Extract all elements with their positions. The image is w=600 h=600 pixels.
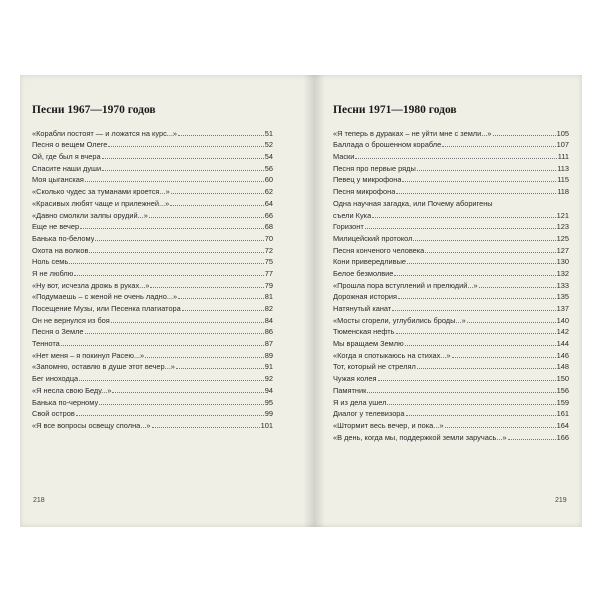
book-gutter xyxy=(303,75,325,527)
toc-entry xyxy=(32,383,273,395)
toc-entry-page: 115 xyxy=(557,175,569,185)
toc-entry-title: Песня о вещем Олеге xyxy=(32,141,108,150)
toc-entry xyxy=(333,208,569,220)
toc-entry xyxy=(32,208,273,220)
toc-leader-dots xyxy=(108,146,263,147)
toc-leader-dots xyxy=(405,345,556,346)
toc-entry-title: «Когда я спотыкаюсь на стихах...» xyxy=(333,351,451,360)
toc-entry xyxy=(333,161,569,173)
toc-entry xyxy=(333,348,569,360)
toc-leader-dots xyxy=(85,181,264,182)
toc-entry xyxy=(333,383,569,395)
toc-entry xyxy=(32,336,273,348)
left-page-number: 218 xyxy=(33,497,45,504)
toc-entry xyxy=(333,266,569,278)
toc-entry xyxy=(32,301,273,313)
toc-entry xyxy=(32,418,273,430)
toc-entry-page: 127 xyxy=(556,245,569,255)
toc-entry-page: 150 xyxy=(556,374,569,384)
toc-entry xyxy=(333,231,569,243)
toc-entry-title: «Красивых любят чаще и прилежней...» xyxy=(32,199,170,208)
toc-entry-page: 105 xyxy=(556,128,569,138)
toc-leader-dots xyxy=(69,263,264,264)
toc-entry xyxy=(333,255,569,267)
toc-leader-dots xyxy=(479,287,556,288)
toc-entry-title: Песня конченого человека xyxy=(333,246,425,255)
toc-entry xyxy=(333,418,569,430)
toc-leader-dots xyxy=(76,415,264,416)
toc-entry-title: «Подумаешь – с женой не очень ладно...» xyxy=(32,293,178,302)
toc-leader-dots xyxy=(355,158,556,159)
toc-entry-page: 56 xyxy=(264,163,273,173)
toc-entry-title: Моя цыганская xyxy=(32,176,84,185)
toc-entry-title: Свой остров xyxy=(32,410,75,419)
toc-entry xyxy=(333,313,569,325)
toc-entry-page: 94 xyxy=(264,385,273,395)
toc-leader-dots xyxy=(112,392,263,393)
toc-entry-title: Песня про первые ряды xyxy=(333,164,416,173)
toc-entry-title: Еще не вечер xyxy=(32,223,80,232)
toc-leader-dots xyxy=(367,392,555,393)
toc-entry xyxy=(333,301,569,313)
toc-entry xyxy=(32,231,273,243)
toc-entry xyxy=(333,290,569,302)
toc-entry-page: 72 xyxy=(264,245,273,255)
toc-entry xyxy=(333,407,569,419)
toc-entry-title: Песня микрофона xyxy=(333,188,396,197)
toc-entry-page: 148 xyxy=(556,362,569,372)
toc-entry xyxy=(333,149,569,161)
toc-leader-dots xyxy=(365,228,556,229)
toc-entry xyxy=(32,149,273,161)
toc-entry-title: Натянутый канат xyxy=(333,305,392,313)
toc-entry-title: Дорожная история xyxy=(333,293,398,302)
left-page-heading: Песни 1967—1970 годов xyxy=(32,104,156,116)
toc-entry-title: Кони привередливые xyxy=(333,258,407,267)
toc-entry-page: 79 xyxy=(264,280,273,290)
toc-leader-dots xyxy=(425,252,555,253)
toc-leader-dots xyxy=(102,158,264,159)
toc-entry-page: 91 xyxy=(264,362,273,372)
toc-entry xyxy=(333,430,569,442)
toc-leader-dots xyxy=(80,228,264,229)
toc-entry-title: Банька по-белому xyxy=(32,234,95,243)
toc-leader-dots xyxy=(392,310,555,311)
toc-entry xyxy=(333,196,569,208)
toc-leader-dots xyxy=(149,217,264,218)
toc-entry-title: Милицейский протокол xyxy=(333,234,413,243)
toc-leader-dots xyxy=(396,333,556,334)
toc-entry xyxy=(333,184,569,196)
toc-entry-page: 125 xyxy=(556,233,569,243)
toc-entry-title: Охота на волков xyxy=(32,246,89,255)
right-page xyxy=(325,75,582,527)
toc-entry xyxy=(32,371,273,383)
toc-entry xyxy=(32,184,273,196)
toc-entry-page: 62 xyxy=(264,187,273,197)
toc-entry xyxy=(32,348,273,360)
toc-entry-title: Баллада о брошенном корабле xyxy=(333,141,442,150)
toc-entry xyxy=(333,325,569,337)
toc-entry-page: 164 xyxy=(556,420,569,430)
toc-entry-page: 70 xyxy=(264,233,273,243)
toc-entry-page: 118 xyxy=(557,187,569,197)
toc-leader-dots xyxy=(99,404,264,405)
toc-entry-page: 92 xyxy=(264,374,273,384)
toc-leader-dots xyxy=(89,252,263,253)
toc-entry-page: 140 xyxy=(556,315,569,325)
toc-leader-dots xyxy=(111,322,264,323)
toc-entry xyxy=(333,278,569,290)
toc-entry-page: 144 xyxy=(556,339,569,349)
toc-entry-title: съели Кука xyxy=(333,211,372,220)
toc-entry-page: 159 xyxy=(556,397,569,407)
toc-entry xyxy=(32,255,273,267)
toc-entry-page: 156 xyxy=(556,385,569,395)
toc-entry-page: 75 xyxy=(264,257,273,267)
toc-entry-title: Банька по-черному xyxy=(32,398,99,407)
toc-entry-page: 64 xyxy=(264,198,273,208)
toc-entry xyxy=(333,360,569,372)
toc-entry-title: Я не люблю xyxy=(32,269,74,278)
toc-leader-dots xyxy=(452,357,556,358)
toc-entry-title: Ноль семь xyxy=(32,258,69,267)
toc-leader-dots xyxy=(145,357,264,358)
toc-entry xyxy=(32,126,273,138)
toc-entry-page: 81 xyxy=(264,292,273,302)
toc-leader-dots xyxy=(372,217,555,218)
toc-leader-dots xyxy=(176,368,264,369)
toc-leader-dots xyxy=(407,263,556,264)
toc-entry-page: 142 xyxy=(556,327,569,337)
toc-entry xyxy=(32,325,273,337)
toc-entry-title: Белое безмолвие xyxy=(333,269,394,278)
toc-entry xyxy=(333,220,569,232)
toc-entry-page: 123 xyxy=(556,222,569,232)
toc-leader-dots xyxy=(417,368,556,369)
toc-entry xyxy=(333,126,569,138)
toc-leader-dots xyxy=(378,380,556,381)
toc-entry xyxy=(333,395,569,407)
toc-entry xyxy=(32,196,273,208)
toc-entry-title: Посещение Музы, или Песенка плагиатора xyxy=(32,305,181,313)
toc-leader-dots xyxy=(171,193,264,194)
toc-entry-page: 130 xyxy=(556,257,569,267)
toc-leader-dots xyxy=(467,322,556,323)
toc-entry-page: 60 xyxy=(264,175,273,185)
toc-leader-dots xyxy=(396,193,556,194)
right-page-heading: Песни 1971—1980 годов xyxy=(333,104,457,116)
toc-entry xyxy=(32,313,273,325)
toc-entry-title: «Сколько чудес за туманами кроется...» xyxy=(32,188,170,197)
toc-leader-dots xyxy=(79,380,264,381)
toc-leader-dots xyxy=(170,205,264,206)
toc-entry-page: 135 xyxy=(556,292,569,302)
toc-entry-title: «Нет меня – я покинул Расею...» xyxy=(32,351,145,360)
toc-entry xyxy=(32,138,273,150)
toc-entry xyxy=(32,173,273,185)
toc-entry-page: 161 xyxy=(556,409,569,419)
toc-entry-title: Тюменская нефть xyxy=(333,328,395,337)
toc-entry-page: 89 xyxy=(264,350,273,360)
toc-entry xyxy=(32,395,273,407)
toc-leader-dots xyxy=(178,298,264,299)
toc-entry xyxy=(32,360,273,372)
toc-entry-title: «Ну вот, исчезла дрожь в руках...» xyxy=(32,281,150,290)
toc-entry-title: Ой, где был я вчера xyxy=(32,153,101,162)
toc-entry-page: 111 xyxy=(557,152,569,162)
toc-entry-title: Чужая колея xyxy=(333,375,377,384)
toc-entry-title: Памятник xyxy=(333,386,367,395)
toc-leader-dots xyxy=(417,170,556,171)
toc-entry xyxy=(333,243,569,255)
toc-entry-title: Тот, который не стрелял xyxy=(333,363,416,372)
toc-entry-page: 84 xyxy=(264,315,273,325)
left-toc-list xyxy=(32,126,273,430)
toc-entry-page: 146 xyxy=(556,350,569,360)
toc-entry-title: Бег иноходца xyxy=(32,375,79,384)
toc-entry xyxy=(32,220,273,232)
toc-entry xyxy=(333,138,569,150)
toc-entry-page: 95 xyxy=(264,397,273,407)
left-page xyxy=(20,75,303,527)
toc-entry-page: 133 xyxy=(556,280,569,290)
book-spread xyxy=(20,75,582,527)
toc-entry-title: «Мосты сгорели, углубились броды...» xyxy=(333,316,466,325)
toc-entry-title: «Штормит весь вечер, и пока...» xyxy=(333,421,444,430)
toc-entry-page: 77 xyxy=(264,268,273,278)
toc-entry xyxy=(333,173,569,185)
toc-leader-dots xyxy=(413,240,555,241)
toc-leader-dots xyxy=(493,135,556,136)
toc-leader-dots xyxy=(445,427,556,428)
toc-entry-title: «Я все вопросы освещу сполна...» xyxy=(32,421,151,430)
toc-entry xyxy=(32,290,273,302)
toc-entry-page: 99 xyxy=(264,409,273,419)
toc-leader-dots xyxy=(398,298,556,299)
toc-entry-page: 166 xyxy=(556,432,569,442)
toc-entry-page: 66 xyxy=(264,210,273,220)
toc-entry-title: Горизонт xyxy=(333,223,364,232)
toc-entry-title: «Я несла свою Беду...» xyxy=(32,386,112,395)
toc-entry-title: «Давно смолкли залпы орудий...» xyxy=(32,211,148,220)
toc-entry-title: «В день, когда мы, поддержкой земли заручась...» xyxy=(333,433,507,442)
toc-leader-dots xyxy=(402,181,556,182)
toc-entry-title: «Запомню, оставлю в душе этот вечер...» xyxy=(32,363,175,372)
toc-leader-dots xyxy=(182,310,264,311)
toc-entry xyxy=(333,336,569,348)
toc-entry-page: 52 xyxy=(264,140,273,150)
toc-entry-title: Спасите наши души xyxy=(32,164,102,173)
toc-leader-dots xyxy=(150,287,263,288)
toc-entry-title: «Корабли постоят — и ложатся на курс...» xyxy=(32,129,178,138)
toc-leader-dots xyxy=(74,275,264,276)
toc-entry-title: «Я теперь в дураках – не уйти мне с земли...» xyxy=(333,129,492,138)
toc-leader-dots xyxy=(387,404,555,405)
toc-entry-page: 51 xyxy=(264,128,273,138)
toc-entry xyxy=(333,371,569,383)
toc-leader-dots xyxy=(152,427,260,428)
toc-entry xyxy=(32,278,273,290)
right-page-number: 219 xyxy=(555,497,567,504)
toc-leader-dots xyxy=(394,275,555,276)
toc-leader-dots xyxy=(95,240,263,241)
toc-entry-page: 86 xyxy=(264,327,273,337)
toc-leader-dots xyxy=(178,135,264,136)
toc-leader-dots xyxy=(508,439,556,440)
toc-entry-page: 107 xyxy=(556,140,569,150)
toc-leader-dots xyxy=(442,146,555,147)
toc-entry-page: 54 xyxy=(264,152,273,162)
toc-entry-title: Диалог у телевизора xyxy=(333,410,405,419)
toc-leader-dots xyxy=(85,333,264,334)
toc-entry-title: Мы вращаем Землю xyxy=(333,340,404,349)
toc-entry xyxy=(32,243,273,255)
toc-entry-page: 101 xyxy=(260,420,273,430)
toc-entry xyxy=(32,266,273,278)
toc-entry-page: 68 xyxy=(264,222,273,232)
toc-entry-title: Одна научная загадка, или Почему аборигены xyxy=(333,199,493,208)
toc-entry-page: 82 xyxy=(264,304,273,313)
toc-entry-title: Теннота xyxy=(32,340,60,349)
toc-leader-dots xyxy=(102,170,264,171)
toc-entry-title: Маски xyxy=(333,153,355,162)
toc-leader-dots xyxy=(406,415,556,416)
toc-entry-page: 132 xyxy=(556,268,569,278)
toc-entry xyxy=(32,161,273,173)
toc-entry-title: Песня о Земле xyxy=(32,328,84,337)
toc-entry-title: «Прошла пора вступлений и прелюдий...» xyxy=(333,281,478,290)
toc-leader-dots xyxy=(61,345,264,346)
right-toc-list xyxy=(333,126,569,442)
toc-entry-title: Я из дела ушел xyxy=(333,398,387,407)
toc-entry-title: Певец у микрофона xyxy=(333,176,402,185)
toc-entry-page: 121 xyxy=(556,210,569,220)
toc-entry-page: 87 xyxy=(264,339,273,349)
toc-entry-page: 137 xyxy=(556,304,569,313)
toc-entry xyxy=(32,407,273,419)
toc-entry-page: 113 xyxy=(557,163,569,173)
toc-entry-title: Он не вернулся из боя xyxy=(32,316,110,325)
